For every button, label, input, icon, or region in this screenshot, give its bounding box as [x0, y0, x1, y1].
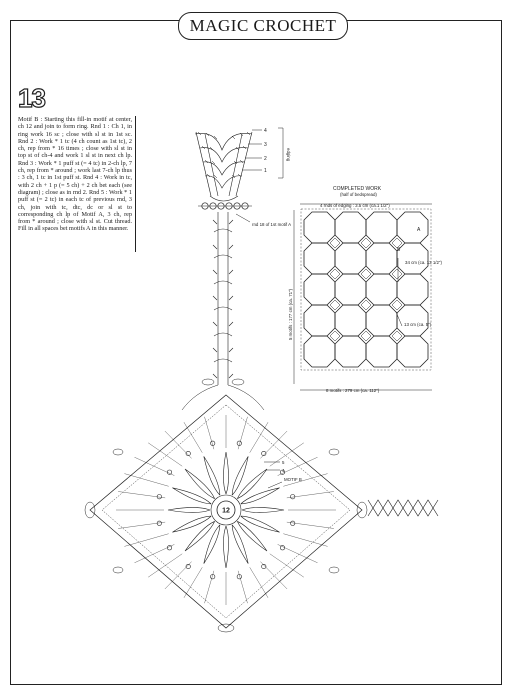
- picot-loop: [280, 546, 284, 550]
- chain-spoke: [184, 567, 202, 598]
- chain-spoke: [148, 554, 182, 577]
- motif-a-octagon: [335, 305, 366, 336]
- round-mark-4: 4: [282, 468, 285, 473]
- picot-loop: [291, 495, 295, 499]
- motif-a-octagon: [366, 274, 397, 305]
- instructions-text: Motif B : Starting this fill-in motif at center, ch 12 and join to form ring. Rnd 1 : Ch 1, in ring work 16 sc ; close with sl st in 1st sc. Rnd 2 : Work * 1 tc (4 ch count as 1st tc), 2 ch, rep from * 16 times ; close with sl st in top st of ch-4 and work 1 sl st in next ch lp. Rnd 3 : Work * 1 puff st (= 4 tc) in 2-ch lp, 7 ch, rep from * around ; work last 7-ch lp thus : 3 ch, 1 tc in 1st puff st. Rnd 4 : Work in tc, with 2 ch + 1 p (= 5 ch) + 2 ch bet each (see diagram) ; close as in rnd 2. Rnd 5 : Work * 1 puff st (= 2 tc) in each tc of previous rnd, 3 ch, join with tc, dtc, dc or sl st to corresponding ch lp of Motif A, 3 ch, rep from * around ; close with sl st. Cut thread. Fill in all spaces bet motifs A in this manner.: [18, 116, 132, 233]
- center-number: 12: [222, 507, 230, 515]
- petal: [168, 507, 210, 512]
- chain-spoke: [165, 562, 192, 589]
- picot-loop: [157, 521, 161, 525]
- petal: [237, 469, 267, 499]
- motif-a-octagon: [397, 243, 428, 274]
- chain-spoke: [283, 534, 327, 547]
- chain-spoke: [238, 571, 247, 603]
- motif-b-square: [392, 269, 402, 279]
- rnd18-pointer: [236, 214, 250, 222]
- picot-loop: [157, 495, 161, 499]
- completed-work-title: COMPLETED WORK: [333, 186, 382, 192]
- motif-b-square: [361, 331, 371, 341]
- motif-a-octagon: [304, 274, 335, 305]
- motif-a-octagon: [304, 336, 335, 367]
- petal: [232, 456, 248, 495]
- label-b: B: [397, 247, 401, 253]
- stem-puff-stitches: [213, 212, 233, 385]
- chain-spoke: [205, 571, 214, 603]
- rnd18-label: rnd 18 of 1st motif A: [252, 222, 292, 227]
- chain-spoke: [184, 422, 202, 453]
- round-mark-5: 5: [282, 460, 285, 465]
- motif-a-octagon: [335, 336, 366, 367]
- motif-a-octagon: [366, 305, 397, 336]
- pattern-number: 13: [18, 83, 45, 113]
- right-dimension-2: 13 cm (ca. 5"): [404, 322, 432, 327]
- chain-spoke: [205, 417, 214, 449]
- row-mark-1: 1: [264, 168, 267, 174]
- edging-bracket: [278, 128, 283, 178]
- chain-spoke: [135, 457, 175, 475]
- completed-work-grid: [301, 209, 431, 370]
- petal: [223, 452, 228, 494]
- chain-spoke: [260, 562, 287, 589]
- edging-fans: [195, 132, 252, 201]
- motif-b-square: [330, 331, 340, 341]
- picot-loop: [291, 521, 295, 525]
- edging-label: edging: [286, 148, 291, 162]
- motif-b-square: [392, 300, 402, 310]
- chain-spoke: [124, 534, 168, 547]
- motif-a-octagon: [335, 274, 366, 305]
- motif-b-pointer: [268, 482, 282, 488]
- row-mark-3: 3: [264, 142, 267, 148]
- motif-a-octagon: [304, 305, 335, 336]
- petal: [241, 516, 280, 532]
- label-a: A: [417, 227, 421, 233]
- petal: [241, 488, 280, 504]
- right-dimension-1: 34 cm (ca. 13 1/2"): [405, 260, 442, 265]
- right-edging-zigzag: [368, 500, 438, 516]
- petal: [204, 456, 220, 495]
- motif-b-square: [392, 331, 402, 341]
- page-header-title: MAGIC CROCHET: [178, 12, 348, 40]
- motif-a-octagon: [304, 243, 335, 274]
- petal: [242, 507, 284, 512]
- bottom-dimension: 8 motifs : 279 cm (ca. 112"): [326, 388, 380, 393]
- petal: [237, 521, 267, 551]
- stem-side-loops: [182, 379, 264, 410]
- motif-a-octagon: [335, 243, 366, 274]
- row-mark-4: 4: [264, 128, 267, 134]
- motif-a-octagon: [397, 336, 428, 367]
- chain-spoke: [270, 554, 304, 577]
- motif-a-octagon: [397, 305, 428, 336]
- picot-loop: [167, 546, 171, 550]
- petal: [172, 516, 211, 532]
- chain-spoke: [238, 417, 247, 449]
- motif-b-square: [330, 238, 340, 248]
- motif-b-square: [361, 269, 371, 279]
- petal: [232, 525, 248, 564]
- petal: [172, 488, 211, 504]
- picot-loop: [167, 470, 171, 474]
- motif-a-octagon: [366, 336, 397, 367]
- motif-a-octagon: [304, 212, 335, 243]
- petal: [204, 525, 220, 564]
- row-mark-2: 2: [264, 156, 267, 162]
- motif-a-octagon: [397, 274, 428, 305]
- motif-a-octagon: [366, 243, 397, 274]
- top-dimension: 4 rnds of edging : 3.5 cm (ca.1 1/2"): [320, 203, 390, 208]
- chain-spoke: [250, 567, 268, 598]
- motif-a-octagon: [397, 212, 428, 243]
- motif-b-square: [330, 300, 340, 310]
- motif-a-octagon: [366, 212, 397, 243]
- row-mark-lines: [242, 130, 262, 170]
- completed-work-subtitle: (half of bedspread): [340, 192, 377, 197]
- motif-b-square: [330, 269, 340, 279]
- motif-b-square: [361, 238, 371, 248]
- petal: [185, 521, 215, 551]
- motif-b-square: [361, 300, 371, 310]
- motif-a-octagon: [335, 212, 366, 243]
- petal: [223, 526, 228, 568]
- chain-spoke: [250, 422, 268, 453]
- petal: [185, 469, 215, 499]
- chain-spoke: [124, 474, 168, 487]
- left-dimension: 5 motifs : 177 cm (ca. 71"): [288, 288, 293, 340]
- motif-b-label: MOTIF B: [284, 477, 302, 482]
